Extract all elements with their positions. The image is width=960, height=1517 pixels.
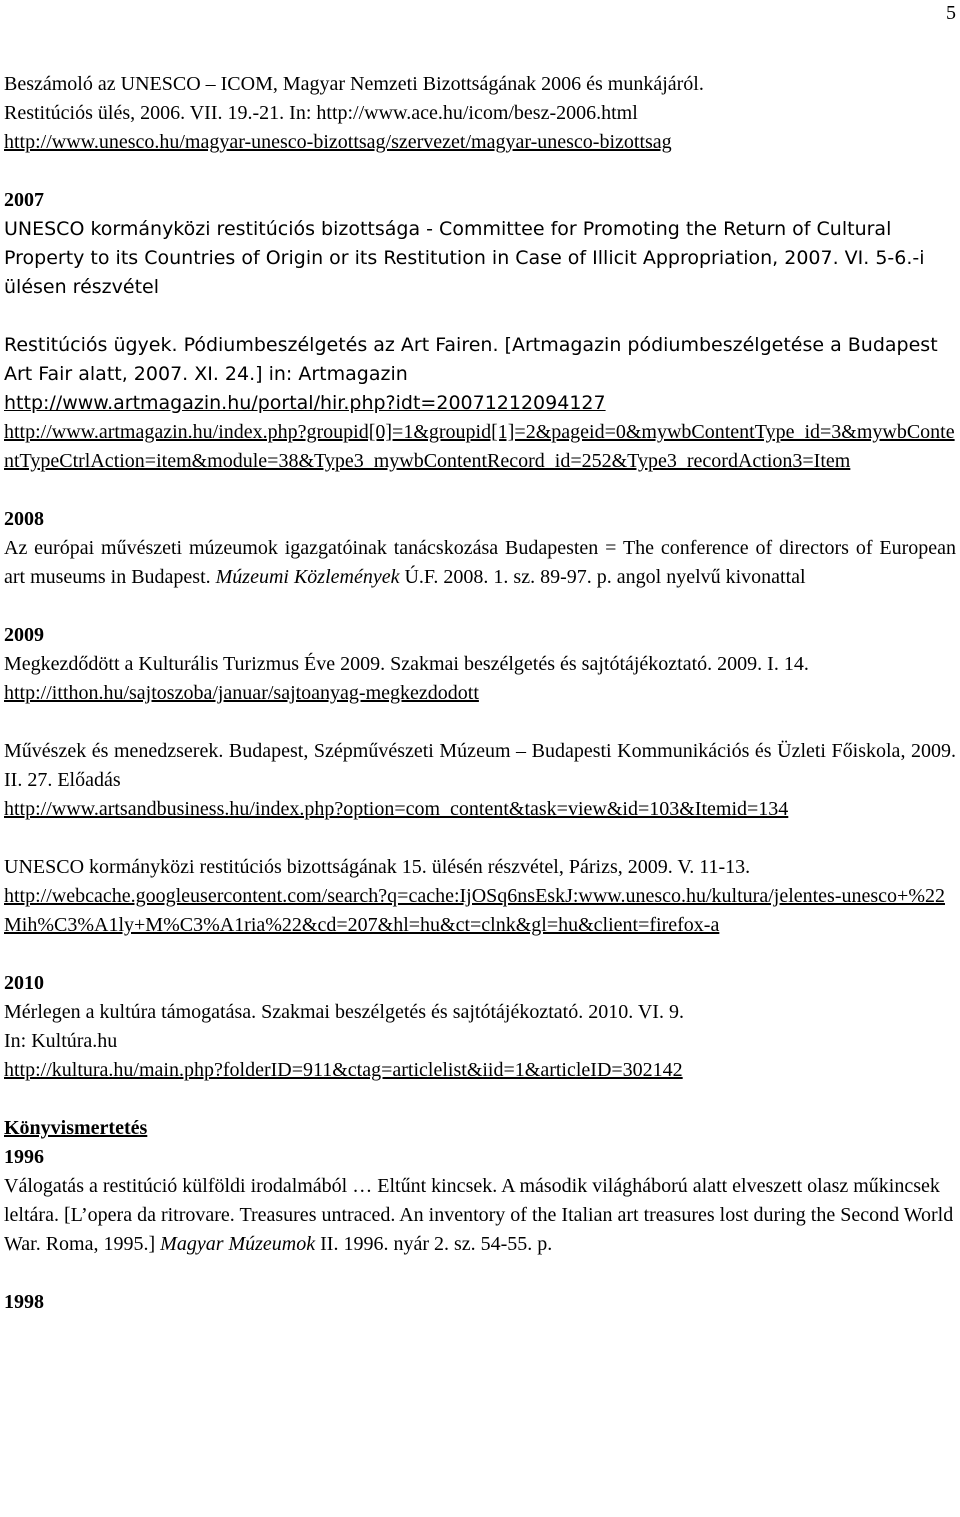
artsandbusiness-link[interactable]: http://www.artsandbusiness.hu/index.php?option=com_content&task=view&id=103&Itemid=134 xyxy=(4,798,789,820)
webcache-link[interactable]: http://webcache.googleusercontent.com/search?q=cache:IjOSq6nsEskJ:www.unesco.hu/kultura/jelentes-unesco+%22Mih%C3%A1ly+M%C3%A1ria%22&cd=207&hl=hu&ct=clnk&gl=hu&client=firefox-a xyxy=(4,885,945,936)
year-2009: 2009 xyxy=(4,624,44,646)
itthon-link[interactable]: http://itthon.hu/sajtoszoba/januar/sajtoanyag-megkezdodott xyxy=(4,682,479,704)
lost-treasures-text: Válogatás a restitúció külföldi irodalmából … Eltűnt kincsek. A második világháború alatt elveszett olasz műkincsek leltára. [L’opera da ritrovare. Treasures untraced. An inventory of the Italian art treasures lost during the Second World War. Roma, 1995.] xyxy=(4,1175,954,1255)
journal-title: Múzeumi Közlemények xyxy=(215,566,400,588)
page-number: 5 xyxy=(946,2,956,24)
year-1996: 1996 xyxy=(4,1146,44,1168)
magyar-muzeumok-title: Magyar Múzeumok xyxy=(160,1233,316,1255)
lost-treasures-entry xyxy=(4,1172,956,1259)
artmagazin-link-2[interactable]: http://www.artmagazin.hu/index.php?groupid[0]=1&groupid[1]=2&pageid=0&mywbContentType_id=3&mywbContentTypeCtrlAction=item&module=38&Type3_mywbContentRecord_id=252&Type3_recordAction3=Item xyxy=(4,421,955,472)
kultura-link[interactable]: http://kultura.hu/main.php?folderID=911&ctag=articlelist&iid=1&articleID=302142 xyxy=(4,1059,683,1081)
year-1998: 1998 xyxy=(4,1291,44,1313)
year-2008: 2008 xyxy=(4,508,44,530)
book-review-heading: Könyvismertetés xyxy=(4,1117,148,1139)
document-body xyxy=(4,70,956,1317)
unesco-committee-entry: UNESCO kormányközi restitúciós bizottsága - Committee for Promoting the Return of Cultural Property to its Countries of Origin or its Restitution in Case of Illicit Appropriation, 2007. VI. 5-6.-i ülésen részvétel xyxy=(4,218,925,298)
year-2010: 2010 xyxy=(4,972,44,994)
museum-directors-entry xyxy=(4,534,956,592)
unesco-link[interactable]: http://www.unesco.hu/magyar-unesco-bizottsag/szervezet/magyar-unesco-bizottsag xyxy=(4,131,672,153)
intro-line-2: Restitúciós ülés, 2006. VII. 19.-21. In: http://www.ace.hu/icom/besz-2006.html xyxy=(4,102,638,124)
artmagazin-link-1[interactable]: http://www.artmagazin.hu/portal/hir.php?idt=20071212094127 xyxy=(4,392,606,414)
cultural-tourism-entry: Megkezdődött a Kulturális Turizmus Éve 2009. Szakmai beszélgetés és sajtótájékoztató. 2009. I. 14. xyxy=(4,653,809,675)
unesco-paris-entry: UNESCO kormányközi restitúciós bizottságának 15. ülésén részvétel, Párizs, 2009. V. 11-13. xyxy=(4,856,751,878)
restitution-panel-entry: Restitúciós ügyek. Pódiumbeszélgetés az Art Fairen. [Artmagazin pódiumbeszélgetése a Budapest Art Fair alatt, 2007. XI. 24.] in: Artmagazin xyxy=(4,334,938,385)
lost-treasures-citation: II. 1996. nyár 2. sz. 54-55. p. xyxy=(320,1233,553,1255)
intro-line-1: Beszámoló az UNESCO – ICOM, Magyar Nemzeti Bizottságának 2006 és munkájáról. xyxy=(4,73,704,95)
culture-support-entry: Mérlegen a kultúra támogatása. Szakmai beszélgetés és sajtótájékoztató. 2010. VI. 9. xyxy=(4,1001,684,1023)
museum-directors-text: Az európai művészeti múzeumok igazgatóinak tanácskozása Budapesten = The conference of directors of European art museums in Budapest. xyxy=(4,537,956,588)
kultura-source: In: Kultúra.hu xyxy=(4,1030,118,1052)
museum-directors-citation: Ú.F. 2008. 1. sz. 89-97. p. angol nyelvű kivonattal xyxy=(404,566,806,588)
year-2007: 2007 xyxy=(4,189,44,211)
artists-managers-entry: Művészek és menedzserek. Budapest, Szépművészeti Múzeum – Budapesti Kommunikációs és Üzleti Főiskola, 2009. II. 27. Előadás xyxy=(4,740,956,791)
